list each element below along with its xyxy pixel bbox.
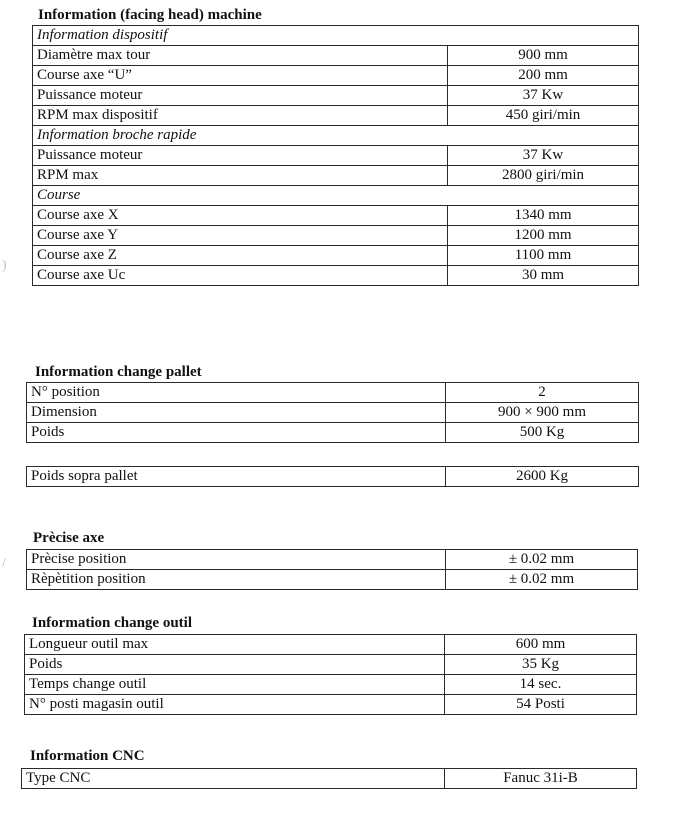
row-value: 1200 mm bbox=[448, 226, 639, 246]
table-row bbox=[33, 66, 639, 86]
scan-mark: ) bbox=[2, 258, 7, 273]
pallet-section-title: Information change pallet bbox=[35, 364, 202, 380]
row-value: 2600 Kg bbox=[446, 467, 639, 487]
pallet-load-table bbox=[26, 466, 639, 487]
row-value: 450 giri/min bbox=[448, 106, 639, 126]
table-row bbox=[33, 226, 639, 246]
subheading-information-dispositif: Information dispositif bbox=[33, 26, 639, 46]
row-value: 30 mm bbox=[448, 266, 639, 286]
row-label: Longueur outil max bbox=[25, 635, 445, 655]
table-row bbox=[33, 106, 639, 126]
table-row bbox=[27, 383, 639, 403]
scan-mark: / bbox=[2, 556, 6, 571]
row-value: ± 0.02 mm bbox=[446, 570, 638, 590]
tool-section-title: Information change outil bbox=[32, 615, 193, 631]
row-label: Poids sopra pallet bbox=[27, 467, 446, 487]
precision-spec-table bbox=[26, 549, 638, 590]
row-label: N° position bbox=[27, 383, 446, 403]
row-label: Poids bbox=[25, 655, 445, 675]
tool-spec-table bbox=[24, 634, 637, 715]
row-label: Diamètre max tour bbox=[33, 46, 448, 66]
row-value: 600 mm bbox=[445, 635, 637, 655]
table-row bbox=[33, 126, 639, 146]
machine-section-title: Information (facing head) machine bbox=[38, 7, 262, 23]
row-value: 1100 mm bbox=[448, 246, 639, 266]
table-row bbox=[27, 423, 639, 443]
subheading-course: Course bbox=[33, 186, 639, 206]
row-value: 2 bbox=[446, 383, 639, 403]
table-row bbox=[27, 403, 639, 423]
table-row bbox=[25, 695, 637, 715]
row-value: 900 × 900 mm bbox=[446, 403, 639, 423]
row-label: Rèpètition position bbox=[27, 570, 446, 590]
table-row bbox=[27, 550, 638, 570]
row-label: Poids bbox=[27, 423, 446, 443]
row-label: Dimension bbox=[27, 403, 446, 423]
table-row bbox=[33, 26, 639, 46]
row-label: Course axe “U” bbox=[33, 66, 448, 86]
row-label: Type CNC bbox=[22, 769, 445, 789]
table-row bbox=[33, 186, 639, 206]
row-value: 2800 giri/min bbox=[448, 166, 639, 186]
row-value: 500 Kg bbox=[446, 423, 639, 443]
table-row bbox=[25, 655, 637, 675]
precision-section-title: Prècise axe bbox=[33, 530, 105, 546]
row-label: Course axe Y bbox=[33, 226, 448, 246]
row-value: ± 0.02 mm bbox=[446, 550, 638, 570]
row-value: Fanuc 31i-B bbox=[445, 769, 637, 789]
row-label: Course axe X bbox=[33, 206, 448, 226]
table-row bbox=[33, 46, 639, 66]
table-row bbox=[27, 570, 638, 590]
table-row bbox=[27, 467, 639, 487]
table-row bbox=[33, 206, 639, 226]
pallet-spec-table bbox=[26, 382, 639, 443]
table-row bbox=[33, 246, 639, 266]
cnc-spec-table bbox=[21, 768, 637, 789]
row-label: Prècise position bbox=[27, 550, 446, 570]
row-label: RPM max dispositif bbox=[33, 106, 448, 126]
row-value: 1340 mm bbox=[448, 206, 639, 226]
row-value: 37 Kw bbox=[448, 86, 639, 106]
row-value: 54 Posti bbox=[445, 695, 637, 715]
row-label: Course axe Z bbox=[33, 246, 448, 266]
table-row bbox=[33, 266, 639, 286]
table-row bbox=[33, 86, 639, 106]
row-label: N° posti magasin outil bbox=[25, 695, 445, 715]
cnc-section-title: Information CNC bbox=[30, 748, 145, 764]
table-row bbox=[33, 146, 639, 166]
row-value: 200 mm bbox=[448, 66, 639, 86]
row-label: RPM max bbox=[33, 166, 448, 186]
row-value: 37 Kw bbox=[448, 146, 639, 166]
table-row bbox=[25, 675, 637, 695]
row-label: Puissance moteur bbox=[33, 146, 448, 166]
row-value: 900 mm bbox=[448, 46, 639, 66]
row-value: 14 sec. bbox=[445, 675, 637, 695]
row-label: Temps change outil bbox=[25, 675, 445, 695]
table-row bbox=[22, 769, 637, 789]
table-row bbox=[33, 166, 639, 186]
row-value: 35 Kg bbox=[445, 655, 637, 675]
machine-spec-table bbox=[32, 25, 639, 286]
row-label: Course axe Uc bbox=[33, 266, 448, 286]
table-row bbox=[25, 635, 637, 655]
row-label: Puissance moteur bbox=[33, 86, 448, 106]
subheading-information-broche-rapide: Information broche rapide bbox=[33, 126, 639, 146]
